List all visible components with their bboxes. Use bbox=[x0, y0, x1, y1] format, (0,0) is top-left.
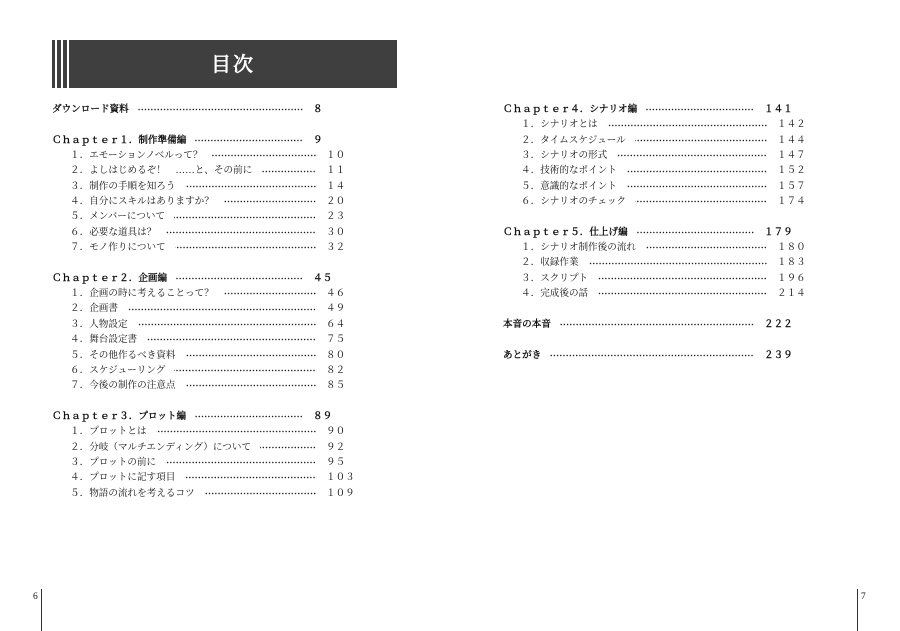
entry-number: ２． bbox=[70, 303, 90, 315]
toc-entry bbox=[52, 455, 362, 470]
toc-entry-line bbox=[70, 225, 316, 240]
page-reference: １４２ bbox=[777, 119, 806, 131]
heading-title: Ｃｈａｐｔｅｒ３．プロット編 bbox=[52, 410, 187, 422]
toc-entry bbox=[52, 225, 362, 240]
toc-section bbox=[52, 133, 362, 256]
dot-leader bbox=[165, 225, 316, 240]
entry-title: 今後の制作の注意点 bbox=[89, 380, 176, 392]
entry-number: ４． bbox=[521, 165, 541, 177]
dot-leader bbox=[635, 194, 767, 209]
heading-title: 本音の本音 bbox=[503, 318, 551, 330]
entry-title: 意識的なポイント bbox=[540, 180, 617, 192]
entry-title: スクリプト bbox=[540, 272, 589, 284]
page-reference: ７５ bbox=[326, 334, 346, 346]
entry-title: 制作の手順を知ろう bbox=[89, 180, 176, 192]
toc-entry bbox=[52, 363, 362, 378]
page-reference: ３２ bbox=[326, 242, 346, 254]
entry-title: プロットの前に bbox=[89, 456, 157, 468]
toc-entry-line bbox=[70, 455, 316, 470]
toc-entry bbox=[52, 440, 362, 455]
toc-entry bbox=[52, 148, 362, 163]
page-reference: ９ bbox=[313, 134, 323, 146]
toc-entry bbox=[52, 378, 362, 393]
toc-entry-line bbox=[521, 148, 767, 163]
entry-title: 企画の時に考えることって？ bbox=[89, 288, 214, 300]
toc-entry bbox=[52, 348, 362, 363]
dot-leader bbox=[174, 209, 316, 224]
page-title: 目次 bbox=[211, 52, 255, 76]
toc-entry-line bbox=[70, 148, 316, 163]
page-reference: ９０ bbox=[326, 426, 346, 438]
dot-leader bbox=[138, 102, 303, 117]
entry-number: １． bbox=[70, 150, 90, 162]
entry-number: ３． bbox=[521, 150, 541, 162]
toc-entry bbox=[52, 424, 362, 439]
toc-entry bbox=[52, 179, 362, 194]
dot-leader bbox=[223, 194, 316, 209]
entry-number: ５． bbox=[70, 211, 90, 223]
page-reference: １７４ bbox=[777, 196, 806, 208]
toc-entry-line bbox=[70, 301, 316, 316]
folio-rule-left bbox=[41, 589, 42, 631]
dot-leader bbox=[127, 301, 316, 316]
entry-number: １． bbox=[521, 242, 541, 254]
page-reference: １０ bbox=[326, 150, 346, 162]
page-reference: １０９ bbox=[326, 487, 355, 499]
toc-entry bbox=[52, 470, 362, 485]
entry-title: 人物設定 bbox=[89, 318, 128, 330]
dot-leader bbox=[646, 102, 754, 117]
toc-entry bbox=[503, 271, 813, 286]
entry-number: ６． bbox=[70, 226, 90, 238]
entry-number: １． bbox=[70, 288, 90, 300]
entry-title: 収録作業 bbox=[540, 257, 579, 269]
entry-title: シナリオの形式 bbox=[540, 150, 608, 162]
dot-leader bbox=[597, 271, 767, 286]
dot-leader bbox=[607, 117, 767, 132]
dot-leader bbox=[204, 486, 316, 501]
entry-title: タイムスケジュール bbox=[540, 134, 626, 146]
toc-entry-line bbox=[70, 486, 316, 501]
page-reference: ８９ bbox=[313, 410, 333, 422]
page-reference: ４９ bbox=[326, 303, 346, 315]
toc-entry bbox=[503, 179, 813, 194]
toc-entry-line bbox=[70, 286, 316, 301]
toc-entry-line bbox=[521, 133, 767, 148]
dot-leader bbox=[156, 424, 316, 439]
toc-section bbox=[503, 102, 813, 209]
dot-leader bbox=[185, 348, 316, 363]
dot-leader bbox=[184, 470, 316, 485]
page-reference: ４５ bbox=[313, 272, 333, 284]
toc-entry-line bbox=[70, 378, 316, 393]
toc-entry-line bbox=[503, 317, 754, 332]
entry-title: 必要な道具は？ bbox=[89, 226, 157, 238]
entry-number: ２． bbox=[521, 257, 541, 269]
toc-entry bbox=[52, 163, 362, 178]
toc-heading bbox=[52, 133, 362, 148]
page-number-right: 7 bbox=[861, 592, 866, 602]
page-reference: １１ bbox=[326, 165, 346, 177]
toc-entry bbox=[503, 194, 813, 209]
page-reference: １４７ bbox=[777, 150, 806, 162]
entry-title: シナリオのチェック bbox=[540, 196, 627, 208]
entry-number: ３． bbox=[70, 318, 90, 330]
toc-entry-line bbox=[521, 194, 767, 209]
heading-title: あとがき bbox=[503, 349, 542, 361]
heading-title: ダウンロード資料 bbox=[52, 104, 129, 115]
entry-number: ２． bbox=[521, 134, 541, 146]
dot-leader bbox=[176, 271, 303, 286]
toc-heading bbox=[52, 271, 362, 286]
entry-number: ４． bbox=[70, 472, 90, 484]
toc-entry-line bbox=[521, 240, 767, 255]
dot-leader bbox=[635, 133, 767, 148]
heading-title: Ｃｈａｐｔｅｒ１．制作準備編 bbox=[52, 134, 187, 146]
toc-entry-line bbox=[70, 440, 316, 455]
toc-heading bbox=[503, 225, 813, 240]
entry-title: 完成後の話 bbox=[540, 288, 589, 300]
toc-entry-line bbox=[70, 240, 316, 255]
toc-entry-line bbox=[52, 271, 303, 286]
entry-number: ４． bbox=[70, 196, 90, 208]
page-reference: １０３ bbox=[326, 472, 355, 484]
entry-number: ４． bbox=[521, 288, 541, 300]
toc-entry bbox=[503, 255, 813, 270]
toc-section bbox=[52, 409, 362, 501]
toc-entry-line bbox=[70, 470, 316, 485]
toc-entry bbox=[52, 332, 362, 347]
toc-header-bar bbox=[52, 40, 397, 88]
toc-section bbox=[503, 317, 813, 332]
entry-title: その他作るべき資料 bbox=[89, 349, 176, 361]
page-number-left: 6 bbox=[33, 592, 38, 602]
toc-entry-line bbox=[521, 271, 767, 286]
toc-heading bbox=[503, 348, 813, 363]
toc-entry bbox=[503, 286, 813, 301]
toc-entry bbox=[52, 194, 362, 209]
toc-entry-line bbox=[70, 363, 316, 378]
toc-entry bbox=[503, 117, 813, 132]
toc-heading bbox=[52, 409, 362, 424]
dot-leader bbox=[195, 133, 303, 148]
entry-title: スケジューリング bbox=[89, 364, 166, 376]
toc-entry bbox=[52, 486, 362, 501]
entry-number: ６． bbox=[521, 196, 541, 208]
entry-title: プロットとは bbox=[89, 426, 147, 438]
page-reference: １８０ bbox=[777, 242, 806, 254]
toc-entry-line bbox=[503, 225, 754, 240]
entry-title: 舞台設定書 bbox=[89, 334, 138, 346]
toc-section bbox=[52, 271, 362, 394]
dot-leader bbox=[645, 240, 767, 255]
entry-number: ２． bbox=[70, 165, 90, 177]
page-reference: ８ bbox=[313, 104, 323, 115]
page-reference: ２２２ bbox=[764, 318, 793, 330]
toc-entry-line bbox=[503, 348, 754, 363]
toc-left-column bbox=[52, 102, 362, 516]
toc-entry-line bbox=[70, 424, 316, 439]
entry-title: 分岐（マルチエンディング）について bbox=[89, 441, 252, 453]
dot-leader bbox=[560, 317, 754, 332]
dot-leader bbox=[165, 455, 316, 470]
entry-title: エモーションノベルって？ bbox=[89, 150, 203, 162]
dot-leader bbox=[185, 378, 316, 393]
toc-entry-line bbox=[52, 102, 303, 117]
dot-leader bbox=[626, 179, 767, 194]
dot-leader bbox=[137, 317, 316, 332]
entry-number: ７． bbox=[70, 380, 90, 392]
page-reference: ９５ bbox=[326, 456, 346, 468]
entry-number: ５． bbox=[70, 349, 90, 361]
entry-title: よしはじめるぞ！ ……と、その前に bbox=[89, 165, 253, 177]
dot-leader bbox=[175, 240, 316, 255]
page-reference: ９２ bbox=[326, 441, 346, 453]
page-reference: ６４ bbox=[326, 318, 346, 330]
toc-section bbox=[503, 225, 813, 302]
toc-section bbox=[52, 102, 362, 117]
toc-entry-line bbox=[52, 409, 303, 424]
entry-number: ６． bbox=[70, 364, 90, 376]
toc-entry-line bbox=[70, 194, 316, 209]
page-reference: １８３ bbox=[777, 257, 806, 269]
page-reference: ２３９ bbox=[764, 349, 793, 361]
dot-leader bbox=[174, 363, 316, 378]
toc-right-column bbox=[503, 102, 813, 378]
toc-entry-line bbox=[70, 332, 316, 347]
dot-leader bbox=[588, 255, 767, 270]
toc-entry-line bbox=[521, 179, 767, 194]
toc-heading bbox=[503, 102, 813, 117]
dot-leader bbox=[146, 332, 316, 347]
toc-entry-line bbox=[70, 163, 316, 178]
toc-entry-line bbox=[521, 255, 767, 270]
entry-number: ３． bbox=[70, 456, 90, 468]
toc-entry-line bbox=[503, 102, 754, 117]
dot-leader bbox=[261, 163, 316, 178]
page-reference: １４１ bbox=[764, 104, 793, 115]
page-reference: １９６ bbox=[777, 272, 806, 284]
page-reference: ２０ bbox=[326, 196, 346, 208]
heading-title: Ｃｈａｐｔｅｒ２．企画編 bbox=[52, 272, 168, 284]
header-bar-fill bbox=[69, 40, 397, 88]
toc-entry bbox=[52, 317, 362, 332]
entry-title: 技術的なポイント bbox=[540, 165, 617, 177]
toc-entry bbox=[503, 240, 813, 255]
toc-heading bbox=[52, 102, 362, 117]
toc-entry-line bbox=[70, 209, 316, 224]
entry-number: ５． bbox=[70, 487, 90, 499]
page-reference: ２３ bbox=[326, 211, 346, 223]
dot-leader bbox=[195, 409, 303, 424]
entry-number: １． bbox=[70, 426, 90, 438]
entry-number: ７． bbox=[70, 242, 90, 254]
entry-title: 企画書 bbox=[89, 303, 118, 315]
toc-entry-line bbox=[52, 133, 303, 148]
toc-entry-line bbox=[521, 117, 767, 132]
header-stripes bbox=[52, 40, 69, 88]
dot-leader bbox=[212, 148, 317, 163]
page-reference: １７９ bbox=[764, 226, 793, 238]
page-reference: ３０ bbox=[326, 226, 346, 238]
toc-heading bbox=[503, 317, 813, 332]
toc-entry bbox=[52, 240, 362, 255]
entry-number: ３． bbox=[521, 272, 541, 284]
toc-entry-line bbox=[521, 163, 767, 178]
folio-rule-right bbox=[857, 589, 858, 631]
page-reference: １５７ bbox=[777, 180, 806, 192]
dot-leader bbox=[223, 286, 316, 301]
toc-entry bbox=[503, 148, 813, 163]
page-reference: ８５ bbox=[326, 380, 346, 392]
toc-entry-line bbox=[521, 286, 767, 301]
page-reference: ８０ bbox=[326, 349, 346, 361]
entry-title: プロットに記す項目 bbox=[89, 472, 176, 484]
heading-title: Ｃｈａｐｔｅｒ５．仕上げ編 bbox=[503, 226, 628, 238]
dot-leader bbox=[597, 286, 767, 301]
entry-number: ２． bbox=[70, 441, 90, 453]
entry-title: モノ作りについて bbox=[89, 242, 166, 254]
entry-number: １． bbox=[521, 119, 541, 131]
toc-entry bbox=[52, 286, 362, 301]
toc-entry bbox=[52, 301, 362, 316]
page-reference: ２１４ bbox=[777, 288, 806, 300]
toc-entry-line bbox=[70, 179, 316, 194]
dot-leader bbox=[637, 225, 754, 240]
dot-leader bbox=[550, 348, 754, 363]
toc-entry-line bbox=[70, 348, 316, 363]
page-reference: ４６ bbox=[326, 288, 346, 300]
toc-entry-line bbox=[70, 317, 316, 332]
page-reference: ８２ bbox=[326, 364, 346, 376]
entry-title: 物語の流れを考えるコツ bbox=[89, 487, 195, 499]
dot-leader bbox=[626, 163, 767, 178]
toc-entry bbox=[503, 133, 813, 148]
entry-number: ５． bbox=[521, 180, 541, 192]
toc-entry bbox=[52, 209, 362, 224]
entry-title: シナリオとは bbox=[540, 119, 598, 131]
page-reference: １５２ bbox=[777, 165, 806, 177]
entry-title: シナリオ制作後の流れ bbox=[540, 242, 637, 254]
dot-leader bbox=[260, 440, 316, 455]
page-reference: １４ bbox=[326, 180, 346, 192]
entry-number: ３． bbox=[70, 180, 90, 192]
page-reference: １４４ bbox=[777, 134, 806, 146]
entry-number: ４． bbox=[70, 334, 90, 346]
toc-section bbox=[503, 348, 813, 363]
dot-leader bbox=[185, 179, 316, 194]
toc-entry bbox=[503, 163, 813, 178]
dot-leader bbox=[616, 148, 767, 163]
entry-title: メンバーについて bbox=[89, 211, 166, 223]
heading-title: Ｃｈａｐｔｅｒ４．シナリオ編 bbox=[503, 104, 638, 115]
entry-title: 自分にスキルはありますか？ bbox=[89, 196, 214, 208]
